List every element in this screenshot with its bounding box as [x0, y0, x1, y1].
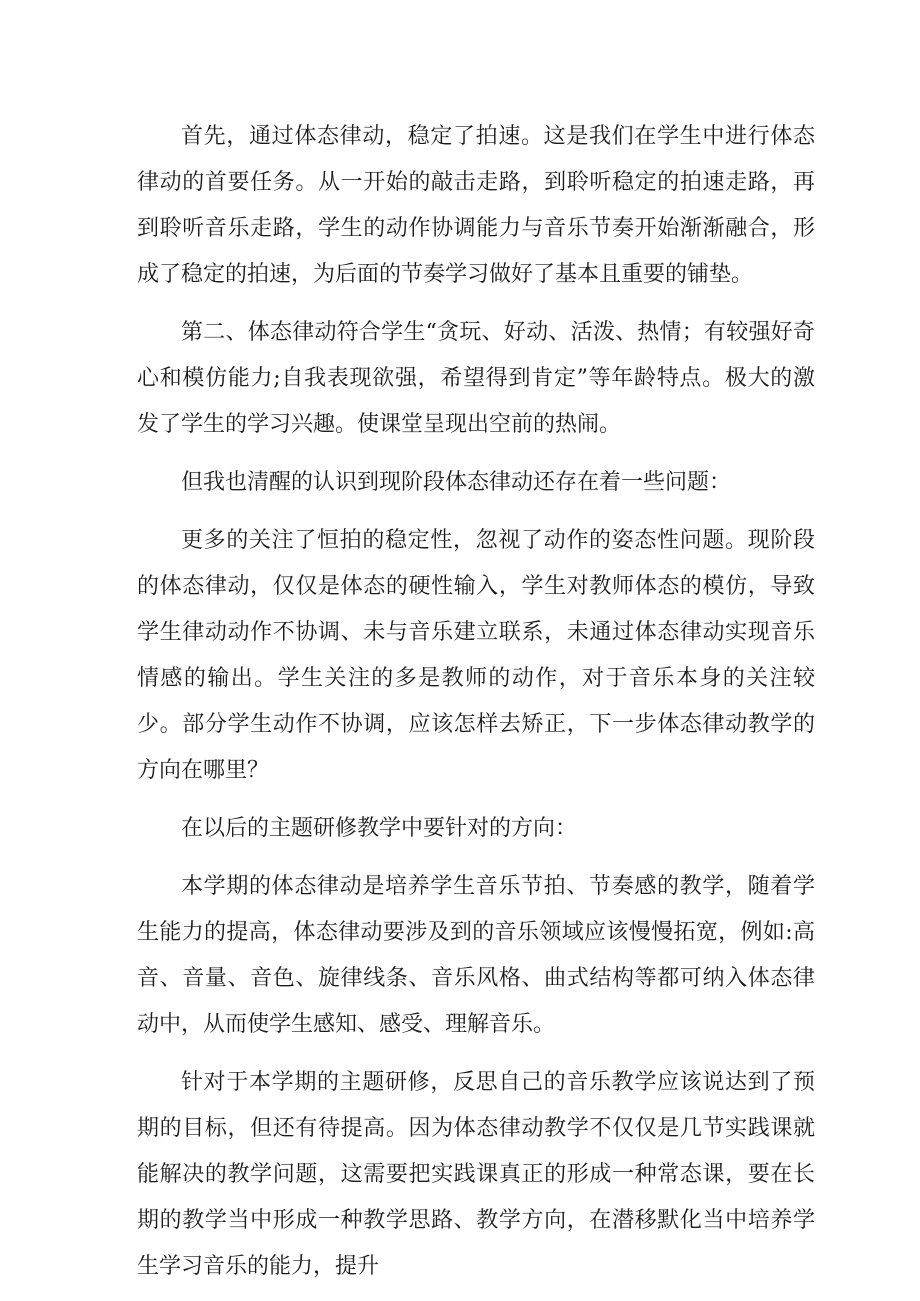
paragraph-reflection: 针对于本学期的主题研修，反思自己的音乐教学应该说达到了预期的目标，但还有待提高。因为体态律动教学不仅仅是几节实践课就能解决的教学问题，这需要把实践课真正的形成一种常态课，要在长期的教学当中形成一种教学思路、教学方向，在潜移默化当中培养学生学习音乐的能力，提升	[137, 1070, 815, 1279]
paragraph-age-characteristics: 第二、体态律动符合学生“贪玩、好动、活泼、热情；有较强好奇心和模仿能力;自我表现欲强，希望得到肯定”等年龄特点。极大的激发了学生的学习兴趣。使课堂呈现出空前的热闹。	[137, 320, 815, 437]
document-body	[137, 114, 815, 1290]
paragraph-problems-intro: 但我也清醒的认识到现阶段体态律动还存在着一些问题：	[181, 470, 732, 495]
paragraph-direction-intro: 在以后的主题研修教学中要针对的方向：	[181, 816, 578, 841]
paragraph-direction-detail: 本学期的体态律动是培养学生音乐节拍、节奏感的教学，随着学生能力的提高，体态律动要涉及到的音乐领域应该慢慢拓宽，例如:高音、音量、音色、旋律线条、音乐风格、曲式结构等都可纳入体态律动中，从而使学生感知、感受、理解音乐。	[137, 874, 815, 1037]
paragraph-problems-detail: 更多的关注了恒拍的稳定性，忽视了动作的姿态性问题。现阶段的体态律动，仅仅是体态的硬性输入，学生对教师体态的模仿，导致学生律动动作不协调、未与音乐建立联系，未通过体态律动实现音乐情感的输出。学生关注的多是教师的动作，对于音乐本身的关注较少。部分学生动作不协调，应该怎样去矫正，下一步体态律动教学的方向在哪里？	[137, 528, 815, 783]
paragraph-stable-tempo: 首先，通过体态律动，稳定了拍速。这是我们在学生中进行体态律动的首要任务。从一开始的敲击走路，到聆听稳定的拍速走路，再到聆听音乐走路，学生的动作协调能力与音乐节奏开始渐渐融合，形成了稳定的拍速，为后面的节奏学习做好了基本且重要的铺垫。	[137, 124, 815, 287]
